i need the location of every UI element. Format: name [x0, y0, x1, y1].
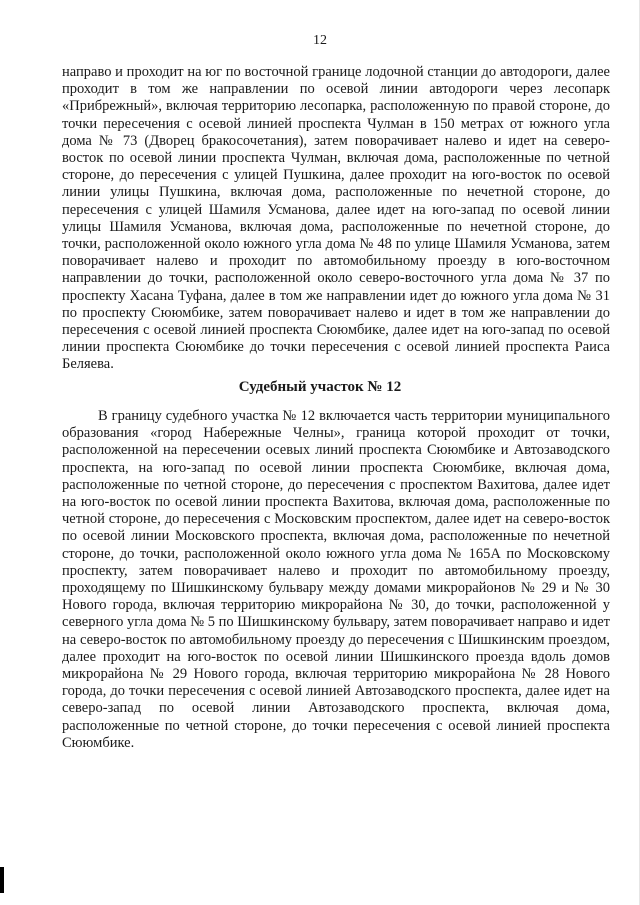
paragraph-section-12	[62, 408, 610, 752]
paragraph-continued	[62, 64, 610, 374]
page-number: 12	[313, 33, 327, 48]
scan-margin-mark	[0, 867, 4, 893]
paragraph-text: В границу судебного участка № 12 включается часть территории муниципального образования «город Набережные Челны», граница которой проходит от точки, расположенной на пересечении осевых линий проспекта Сююмбике и Автозаводского проспекта, на юго-запад по осевой линии проспекта Сююмбике, включая дома, расположенные по четной стороне, до пересечения с проспектом Вахитова, далее идет на юго-восток по осевой линии проспекта Вахитова, включая дома, расположенные по четной стороне, до пересечения с Московским проспектом, далее идет на северо-восток по осевой линии Московского проспекта, включая дома, расположенные по нечетной стороне, до точки, расположенной около южного угла дома № 165А по Московскому проспекту, затем поворачивает налево и проходит по автомобильному проезду, проходящему по Шишкинскому бульвару между домами микрорайонов № 29 и № 30 Нового города, включая территорию микрорайона № 30, до точки, расположенной у северного угла дома № 5 по Шишкинскому бульвару, затем поворачивает направо и идет на северо-восток по автомобильному проезду до пересечения с Шишкинским проездом, далее проходит на юго-восток по осевой линии Шишкинского проезда вдоль домов микрорайона № 29 Нового города, включая территорию микрорайона № 28 Нового города, до точки пересечения с осевой линией Автозаводского проспекта, далее идет на северо-запад по осевой линии Автозаводского проспекта, включая дома, расположенные по четной стороне, до точки пересечения с осевой линией проспекта Сююмбике.	[62, 408, 610, 751]
section-heading: Судебный участок № 12	[238, 379, 402, 395]
paragraph-text: направо и проходит на юг по восточной границе лодочной станции до автодороги, далее проходит в том же направлении по осевой линии автодороги через лесопарк «Прибрежный», включая территорию лесопарка, расположенную по правой стороне, до точки пересечения с осевой линией проспекта Чулман в 150 метрах от южного угла дома № 73 (Дворец бракосочетания), затем поворачивает налево и идет на северо-восток по осевой линии проспекта Чулман, включая дома, расположенные по четной стороне, до пересечения с улицей Пушкина, далее проходит на юго-восток по осевой линии улицы Пушкина, включая дома, расположенные по нечетной стороне, до пересечения с улицей Шамиля Усманова, далее идет на юго-запад по осевой линии улицы Шамиля Усманова, включая дома, расположенные по нечетной стороне, до точки, расположенной около южного угла дома № 48 по улице Шамиля Усманова, затем поворачивает налево и проходит по автомобильному проезду в юго-восточном направлении до точки, расположенной около северо-восточного угла дома № 37 по проспекту Хасана Туфана, далее в том же направлении идет до южного угла дома № 31 по проспекту Сююмбике, затем поворачивает налево и идет в том же направлении до пересечения с осевой линией проспекта Сююмбике, далее идет на юго-запад по осевой линии проспекта Сююмбике до точки пересечения с осевой линией проспекта Раиса Беляева.	[62, 64, 610, 373]
